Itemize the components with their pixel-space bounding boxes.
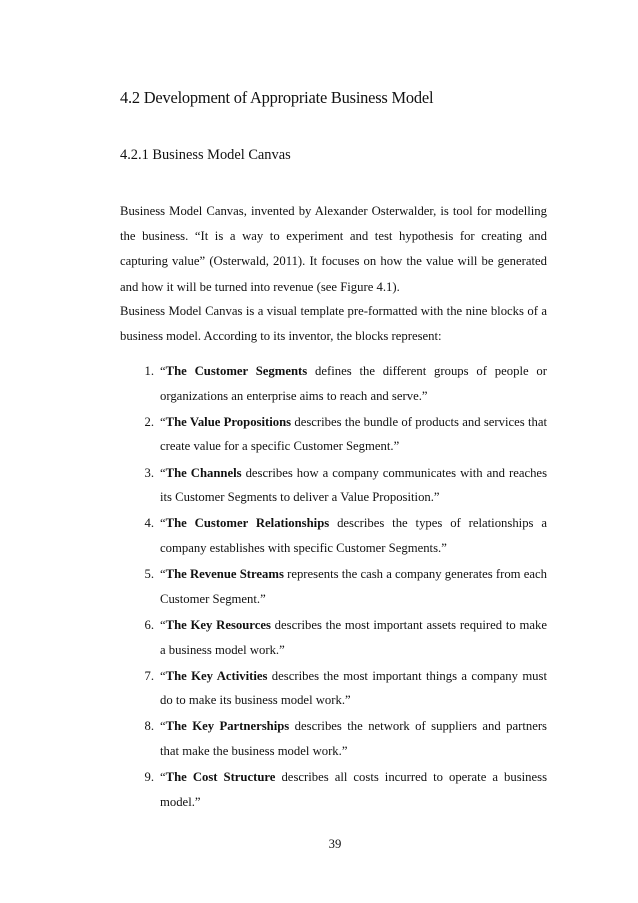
list-item: [120, 714, 547, 763]
block-description: defines the different groups of people or organizations an enterprise aims to reach and serve.”: [160, 364, 547, 403]
page-number: 39: [328, 837, 342, 851]
list-item: [120, 461, 547, 510]
block-description: describes the network of suppliers and partners that make the business model work.”: [160, 719, 547, 759]
paragraph-intro: Business Model Canvas, invented by Alexander Osterwalder, is tool for modelling the business. “It is a way to experiment and test hypothesis for creating and capturing value” (Osterwald, 2011). It focuses on how the value will be generated and how it will be turned into revenue (see Figure 4.1).: [120, 204, 547, 294]
list-number: 9.: [144, 770, 154, 785]
open-quote: “: [160, 364, 166, 378]
list-item: [120, 410, 547, 459]
list-number: 8.: [144, 719, 154, 734]
block-term: The Cost Structure: [165, 770, 276, 785]
block-term: The Value Propositions: [165, 414, 292, 429]
open-quote: “: [160, 567, 166, 582]
block-description: describes the bundle of products and services that create value for a specific Customer Segment.”: [160, 414, 547, 454]
block-description: describes how a company communicates with and reaches its Customer Segments to deliver a Value Proposition.”: [160, 465, 548, 505]
list-number: 5.: [144, 567, 154, 582]
block-term: The Key Resources: [165, 617, 271, 632]
open-quote: “: [160, 770, 166, 785]
block-description: represents the cash a company generates from each Customer Segment.”: [160, 567, 547, 606]
open-quote: “: [160, 414, 166, 429]
list-number: 6.: [144, 617, 154, 632]
list-number: 7.: [144, 668, 154, 683]
open-quote: “: [160, 617, 166, 632]
list-item: [120, 664, 547, 713]
block-description: describes the types of relationships a company establishes with specific Customer Segments.”: [160, 516, 547, 555]
block-description: describes the most important assets required to make a business model work.”: [160, 617, 547, 657]
list-item: [120, 562, 547, 611]
subsection-heading: 4.2.1 Business Model Canvas: [120, 147, 291, 163]
list-item: [120, 613, 547, 662]
open-quote: “: [160, 719, 166, 734]
block-term: The Key Partnerships: [165, 719, 290, 734]
list-number: 1.: [144, 364, 154, 378]
list-item: [120, 359, 547, 408]
list-number: 3.: [144, 465, 154, 480]
section-heading: 4.2 Development of Appropriate Business Model: [120, 88, 434, 107]
list-number: 4.: [144, 516, 154, 531]
block-term: The Revenue Streams: [165, 567, 284, 582]
open-quote: “: [160, 465, 166, 480]
block-term: The Customer Relationships: [165, 516, 330, 531]
building-blocks-list: [120, 359, 547, 816]
block-term: The Customer Segments: [165, 364, 308, 378]
paragraph-template: Business Model Canvas is a visual template pre-formatted with the nine blocks of a business model. According to its inventor, the blocks represent:: [120, 304, 547, 344]
block-description: describes all costs incurred to operate a business model.”: [160, 770, 548, 809]
list-item: [120, 765, 547, 814]
block-term: The Key Activities: [165, 668, 268, 683]
open-quote: “: [160, 516, 166, 531]
list-item: [120, 511, 547, 560]
block-description: describes the most important things a company must do to make its business model work.”: [160, 668, 547, 708]
open-quote: “: [160, 668, 166, 683]
block-term: The Channels: [165, 465, 242, 480]
list-number: 2.: [144, 414, 154, 429]
